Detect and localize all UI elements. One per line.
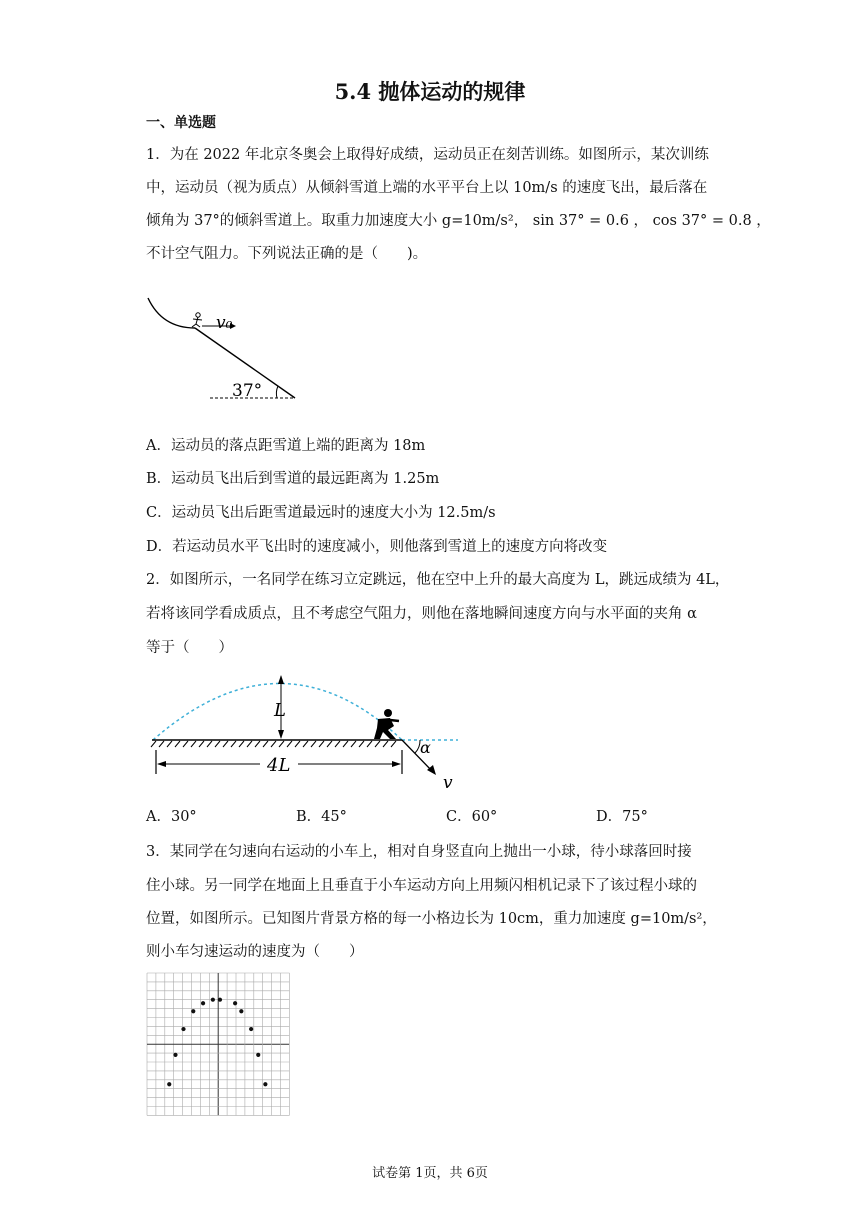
q1-option-c: C．运动员飞出后距雪道最远时的速度大小为 12.5m/s [146, 505, 496, 521]
ball-position-dot [201, 1001, 205, 1005]
q2-line-2: 若将该同学看成质点，且不考虑空气阻力，则他在落地瞬间速度方向与水平面的夹角 α [146, 606, 697, 622]
page-title: 5.4 抛体运动的规律 [334, 79, 526, 104]
q3-line-4: 则小车匀速运动的速度为（ ） [146, 944, 364, 960]
q1-option-d: D．若运动员水平飞出时的速度减小，则他落到雪道上的速度方向将改变 [146, 539, 608, 555]
q2-long-jump-figure [148, 664, 463, 794]
q1-option-a: A．运动员的落点距雪道上端的距离为 18m [146, 438, 426, 454]
q3-strobe-grid-figure [147, 973, 292, 1118]
q2-option-d: D．75° [596, 809, 648, 825]
section-heading: 一、单选题 [146, 115, 216, 131]
ball-position-dot [173, 1053, 177, 1057]
velocity-label: v [443, 773, 453, 793]
skier-icon [192, 313, 202, 327]
q3-line-3: 位置，如图所示。已知图片背景方格的每一小格边长为 10cm，重力加速度 g=10m/s²， [146, 911, 717, 927]
q3-line-2: 住小球。另一同学在地面上且垂直于小车运动方向上用频闪相机记录下了该过程小球的 [146, 878, 697, 894]
q2-option-b: B．45° [296, 809, 347, 825]
alpha-label: α [420, 738, 431, 757]
q2-line-1: 2．如图所示，一名同学在练习立定跳远，他在空中上升的最大高度为 L，跳远成绩为 4L， [146, 572, 730, 588]
ball-position-dot [218, 998, 222, 1002]
q1-option-b: B．运动员飞出后到雪道的最远距离为 1.25m [146, 471, 440, 487]
q1-line-4: 不计空气阻力。下列说法正确的是（ )。 [146, 246, 428, 262]
page-footer: 试卷第 1页，共 6页 [372, 1166, 488, 1181]
ball-position-dot [167, 1082, 171, 1086]
ball-position-dot [233, 1001, 237, 1005]
distance-label: 4L [267, 755, 291, 776]
ball-position-dot [263, 1082, 267, 1086]
q2-option-c: C．60° [446, 809, 498, 825]
q1-line-3: 倾角为 37°的倾斜雪道上。取重力加速度大小 g=10m/s²， sin 37° = 0.6 ， cos 37° = 0.8 ， [146, 213, 771, 229]
ball-position-dot [181, 1027, 185, 1031]
q1-ski-slope-figure [140, 290, 310, 405]
height-label: L [274, 700, 286, 721]
q2-option-a: A．30° [146, 809, 197, 825]
ball-position-dot [256, 1053, 260, 1057]
v0-label: v₀ [216, 313, 233, 333]
ball-position-dot [191, 1009, 195, 1013]
q2-line-3: 等于（ ） [146, 640, 233, 656]
q3-line-1: 3．某同学在匀速向右运动的小车上，相对自身竖直向上抛出一小球，待小球落回时接 [146, 844, 692, 860]
q1-line-2: 中，运动员（视为质点）从倾斜雪道上端的水平平台上以 10m/s 的速度飞出，最后落在 [146, 180, 708, 196]
ball-position-dot [211, 998, 215, 1002]
ball-position-dot [239, 1009, 243, 1013]
ball-position-dot [249, 1027, 253, 1031]
angle-37-label: 37° [232, 381, 263, 401]
q1-line-1: 1．为在 2022 年北京冬奥会上取得好成绩，运动员正在刻苦训练。如图所示，某次训练 [146, 147, 709, 163]
